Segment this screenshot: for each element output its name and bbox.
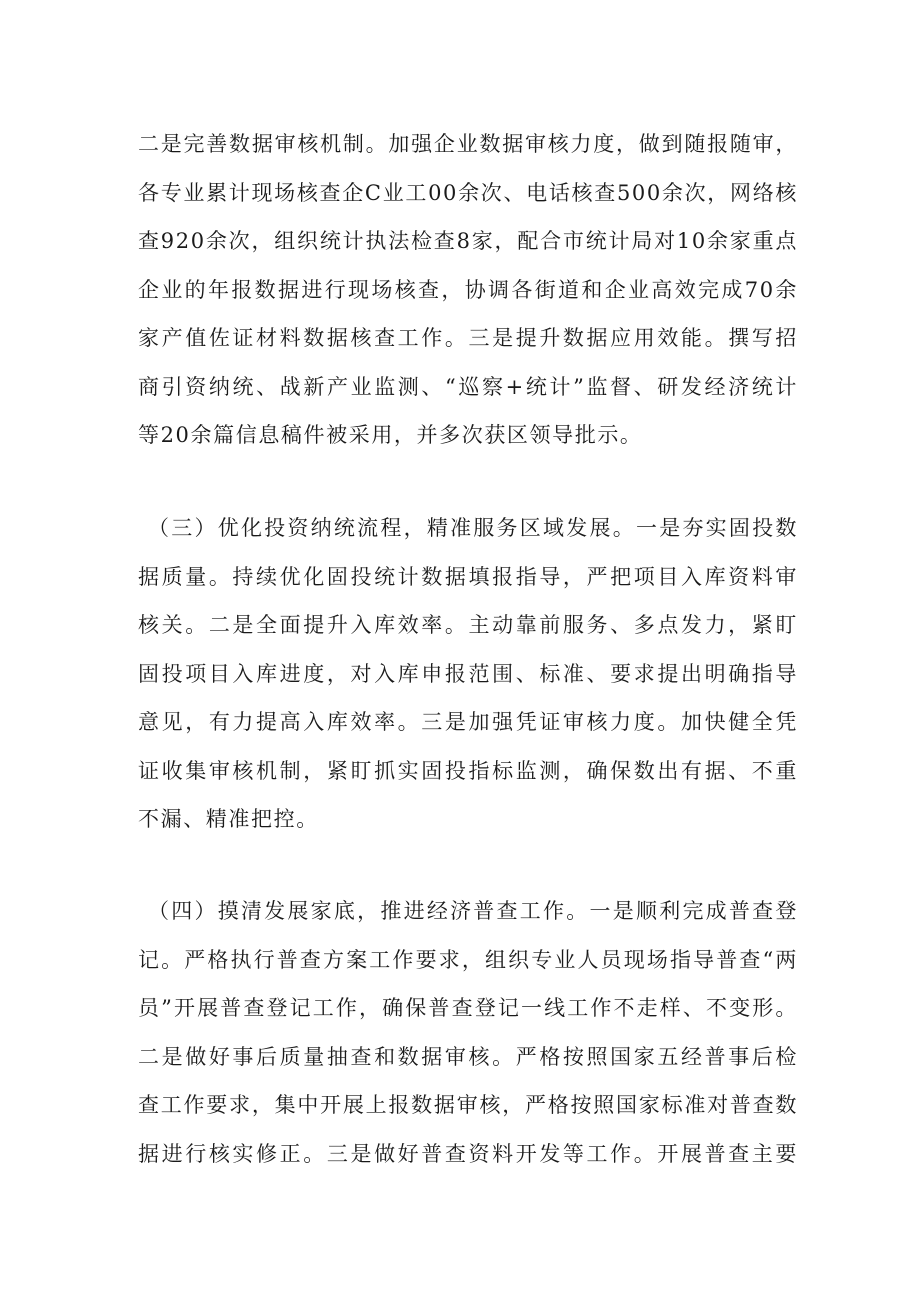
text-line: 等20余篇信息稿件被采用，并多次获区领导批示。 bbox=[138, 423, 643, 447]
text-line: 企业的年报数据进行现场核查，协调各街道和企业高效完成70余 bbox=[138, 277, 798, 302]
paragraph-investment-process bbox=[138, 504, 798, 844]
text-line: 证收集审核机制，紧盯抓实固投指标监测，确保数出有据、不重 bbox=[138, 758, 798, 783]
text-line: 各专业累计现场核查企C业工00余次、电话核查500余次，网络核 bbox=[138, 180, 798, 205]
text-line: 二是完善数据审核机制。加强企业数据审核力度，做到随报随审， bbox=[138, 132, 798, 156]
text-line: 记。严格执行普查方案工作要求，组织专业人员现场指导普查“两 bbox=[138, 947, 798, 972]
text-line: 核关。二是全面提升入库效率。主动靠前服务、多点发力，紧盯 bbox=[138, 613, 798, 637]
text-line: 家产值佐证材料数据核查工作。三是提升数据应用效能。撰写招 bbox=[138, 326, 798, 350]
section-heading-line: （四）摸清发展家底，推进经济普查工作。一是顺利完成普查登 bbox=[148, 899, 798, 923]
text-line: 固投项目入库进度，对入库申报范围、标准、要求提出明确指导 bbox=[138, 661, 798, 686]
text-line: 查工作要求，集中开展上报数据审核，严格按照国家标准对普查数 bbox=[138, 1093, 798, 1117]
text-line: 二是做好事后质量抽查和数据审核。严格按照国家五经普事后检 bbox=[138, 1044, 798, 1069]
text-line: 员”开展普查登记工作，确保普查登记一线工作不走样、不变形。 bbox=[138, 996, 798, 1020]
section-heading-line: （三）优化投资纳统流程，精准服务区域发展。一是夯实固投数 bbox=[148, 516, 798, 540]
text-line: 据质量。持续优化固投统计数据填报指导，严把项目入库资料审 bbox=[138, 564, 798, 589]
text-line: 据进行核实修正。三是做好普查资料开发等工作。开展普查主要 bbox=[138, 1141, 798, 1166]
text-line: 商引资纳统、战新产业监测、“巡察+统计”监督、研发经济统计 bbox=[138, 374, 798, 399]
text-line: 意见，有力提高入库效率。三是加强凭证审核力度。加快健全凭 bbox=[138, 710, 798, 734]
paragraph-economic-census bbox=[138, 887, 798, 1178]
text-line: 不漏、精准把控。 bbox=[138, 807, 319, 831]
paragraph-data-review bbox=[138, 120, 798, 460]
text-line: 查920余次，组织统计执法检查8家，配合市统计局对10余家重点 bbox=[138, 229, 798, 253]
